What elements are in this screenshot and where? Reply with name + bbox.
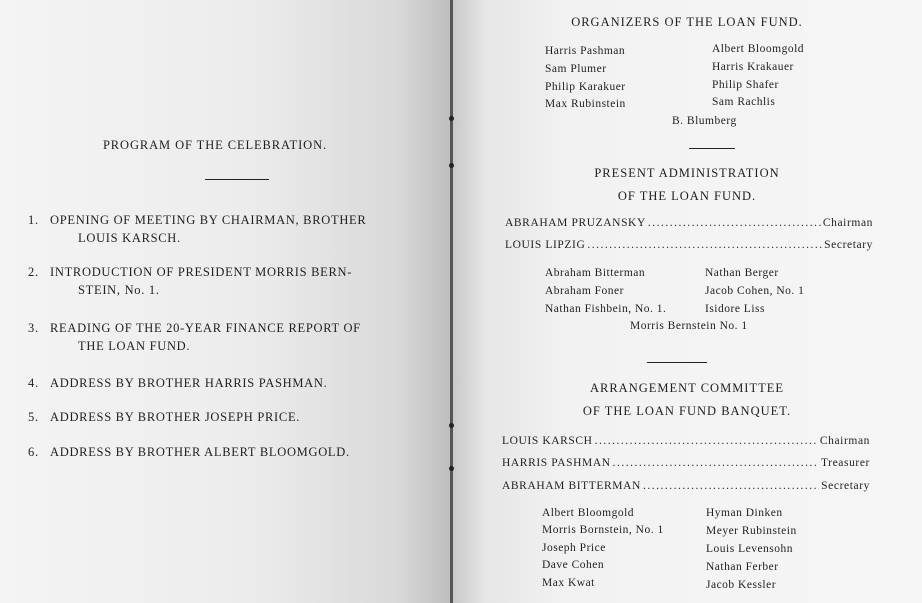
divider-rule [647, 362, 707, 363]
member-name: Nathan Fishbein, No. 1. [545, 303, 667, 315]
officer-name: LOUIS KARSCH [502, 435, 593, 447]
organizer-name: Max Rubinstein [545, 98, 626, 110]
committee-title: ARRANGEMENT COMMITTEE [589, 381, 785, 395]
leader-dots [648, 217, 821, 229]
member-name: Abraham Foner [545, 285, 624, 297]
program-item-text: OPENING OF MEETING BY CHAIRMAN, BROTHER [50, 213, 367, 227]
book-spine [450, 0, 453, 603]
leader-dots [595, 435, 818, 447]
officer-role: Secretary [821, 480, 870, 492]
program-item-number: 3. [28, 321, 39, 335]
binding-stitch [449, 466, 454, 471]
organizer-name: Sam Plumer [545, 63, 607, 75]
officer-role: Secretary [824, 239, 873, 251]
member-name: Abraham Bitterman [545, 267, 646, 279]
officer-line [502, 435, 870, 447]
program-item-text-continued: THE LOAN FUND. [78, 339, 191, 353]
member-name: Albert Bloomgold [542, 507, 635, 519]
organizer-name: Philip Shafer [712, 79, 779, 91]
member-name: Max Kwat [542, 577, 595, 589]
officer-name: HARRIS PASHMAN [502, 457, 611, 469]
program-item-text-continued: LOUIS KARSCH. [78, 231, 181, 245]
officer-line [502, 480, 870, 492]
member-name: Morris Bernstein No. 1 [630, 320, 748, 332]
leader-dots [613, 457, 819, 469]
program-item-number: 1. [28, 213, 39, 227]
divider-rule [689, 148, 735, 149]
binding-stitch [449, 423, 454, 428]
binding-stitch [449, 116, 454, 121]
committee-subtitle: OF THE LOAN FUND BANQUET. [582, 404, 792, 418]
organizer-name: Philip Karakuer [545, 81, 626, 93]
organizers-title: ORGANIZERS OF THE LOAN FUND. [571, 15, 803, 29]
administration-title: PRESENT ADMINISTRATION [594, 166, 780, 180]
member-name: Louis Levensohn [706, 543, 794, 555]
officer-line [505, 239, 873, 251]
member-name: Joseph Price [542, 542, 606, 554]
member-name: Isidore Liss [705, 303, 765, 315]
member-name: Jacob Kessler [706, 579, 777, 591]
officer-name: ABRAHAM PRUZANSKY [505, 217, 646, 229]
member-name: Hyman Dinken [706, 507, 783, 519]
member-name: Morris Bornstein, No. 1 [542, 524, 664, 536]
leader-dots [587, 239, 822, 251]
officer-role: Treasurer [820, 457, 870, 469]
program-item-text: ADDRESS BY BROTHER ALBERT BLOOMGOLD. [50, 445, 350, 459]
leader-dots [643, 480, 819, 492]
program-item-text-continued: STEIN, No. 1. [78, 283, 160, 297]
program-item-text: ADDRESS BY BROTHER HARRIS PASHMAN. [50, 376, 328, 390]
left-page [0, 0, 452, 603]
member-name: Dave Cohen [542, 559, 605, 571]
member-name: Nathan Berger [705, 267, 779, 279]
officer-name: LOUIS LIPZIG [505, 239, 586, 251]
officer-name: ABRAHAM BITTERMAN [502, 480, 641, 492]
organizer-name: Albert Bloomgold [712, 43, 805, 55]
organizer-name: Harris Krakauer [712, 61, 794, 73]
divider-rule [205, 179, 269, 180]
member-name: Jacob Cohen, No. 1 [705, 285, 805, 297]
program-item-number: 5. [28, 410, 39, 424]
organizer-name: B. Blumberg [672, 115, 737, 127]
organizer-name: Harris Pashman [545, 45, 626, 57]
program-title: PROGRAM OF THE CELEBRATION. [102, 138, 328, 152]
officer-role: Chairman [819, 435, 870, 447]
member-name: Meyer Rubinstein [706, 525, 797, 537]
officer-line [502, 457, 870, 469]
program-item-text: READING OF THE 20-YEAR FINANCE REPORT OF [50, 321, 361, 335]
program-item-text: INTRODUCTION OF PRESIDENT MORRIS BERN- [50, 265, 353, 279]
program-item-number: 4. [28, 376, 39, 390]
right-page [452, 0, 922, 603]
program-item-number: 6. [28, 445, 39, 459]
program-item-text: ADDRESS BY BROTHER JOSEPH PRICE. [50, 410, 301, 424]
officer-line [505, 217, 873, 229]
administration-subtitle: OF THE LOAN FUND. [617, 189, 757, 203]
program-item-number: 2. [28, 265, 39, 279]
officer-role: Chairman [822, 217, 873, 229]
member-name: Nathan Ferber [706, 561, 779, 573]
organizer-name: Sam Rachlis [712, 96, 776, 108]
